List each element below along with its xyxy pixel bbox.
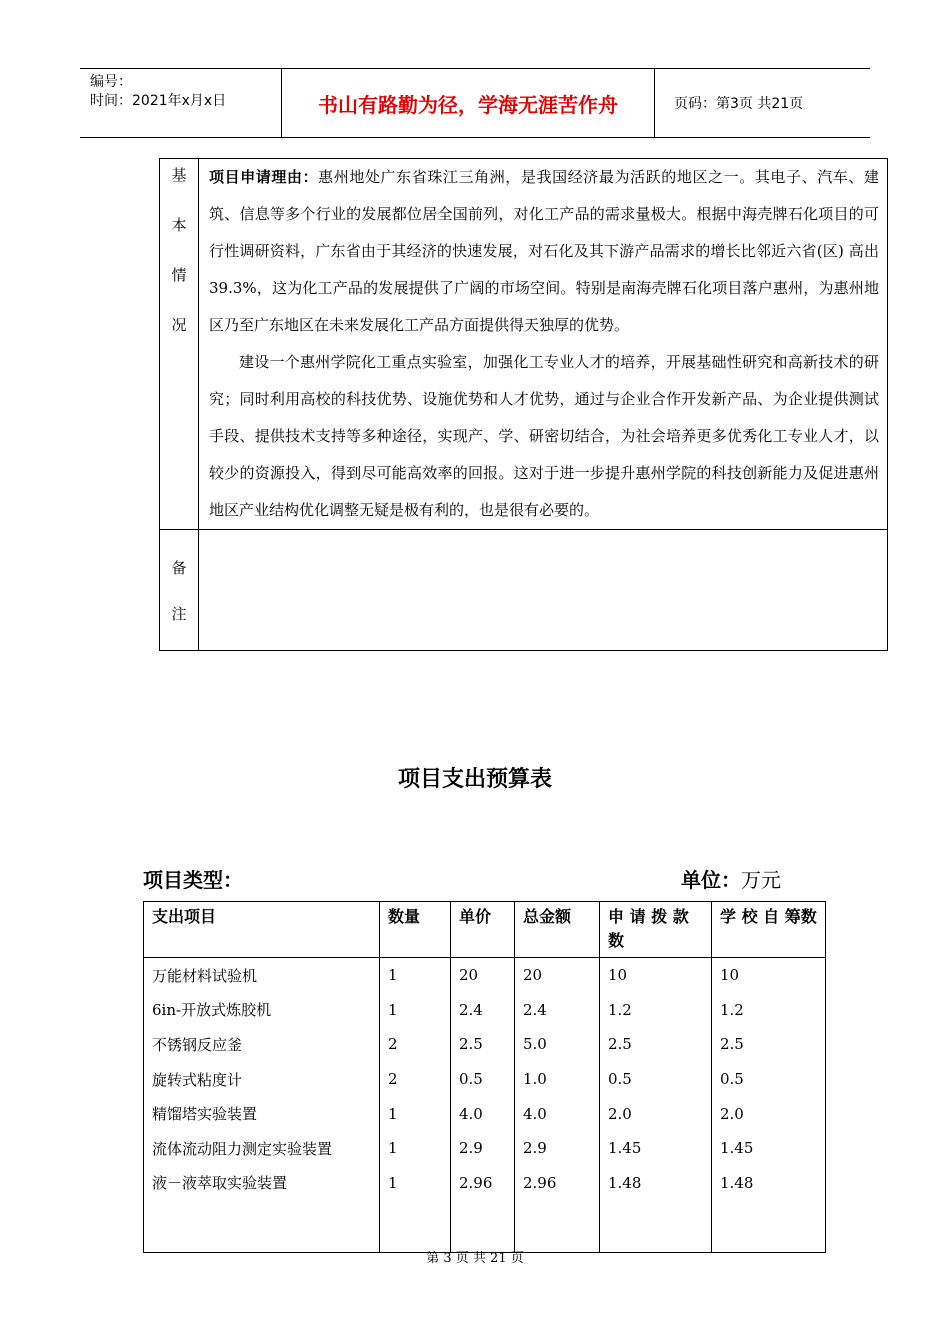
table-row xyxy=(144,1062,826,1097)
unit-value: 万元 xyxy=(741,868,781,892)
remark-label-char: 注 xyxy=(171,605,187,623)
remark-label-cell xyxy=(160,530,199,651)
cell-unit-price: 2.96 xyxy=(451,1166,515,1201)
page-header xyxy=(80,68,870,138)
cell-requested: 2.5 xyxy=(600,1027,712,1062)
reason-title: 项目申请理由： xyxy=(209,168,319,186)
cell-quantity: 1 xyxy=(380,993,451,1028)
basic-label-char: 情 xyxy=(171,266,187,284)
cell-quantity: 1 xyxy=(380,958,451,993)
table-row xyxy=(144,1166,826,1201)
basic-info-row xyxy=(160,159,888,530)
cell-quantity: 1 xyxy=(380,1131,451,1166)
unit-label-text: 单位： xyxy=(681,868,741,892)
cell-unit-price: 20 xyxy=(451,958,515,993)
cell-unit-price: 2.5 xyxy=(451,1027,515,1062)
cell-self-raised: 10 xyxy=(712,958,826,993)
cell-total: 1.0 xyxy=(515,1062,600,1097)
remark-label-char: 备 xyxy=(171,559,187,577)
unit-label xyxy=(681,864,781,893)
cell-item: 不锈钢反应釜 xyxy=(144,1027,380,1062)
reason-paragraph-1 xyxy=(209,159,879,344)
date-label: 时间：2021年x月x日 xyxy=(90,93,227,109)
cell-self-raised: 1.48 xyxy=(712,1166,826,1201)
basic-label-char: 基 xyxy=(171,166,187,184)
cell-total: 4.0 xyxy=(515,1096,600,1131)
col-header-unit-price: 单价 xyxy=(451,902,515,958)
cell-total: 2.4 xyxy=(515,993,600,1028)
basic-info-content xyxy=(199,159,888,530)
cell-item: 旋转式粘度计 xyxy=(144,1062,380,1097)
basic-info-table xyxy=(159,158,888,651)
cell-requested: 1.2 xyxy=(600,993,712,1028)
project-type-label: 项目类型： xyxy=(143,868,243,892)
cell-requested: 1.48 xyxy=(600,1166,712,1201)
cell-self-raised: 2.5 xyxy=(712,1027,826,1062)
cell-self-raised: 2.0 xyxy=(712,1096,826,1131)
header-meta xyxy=(80,69,282,137)
col-header-quantity: 数量 xyxy=(380,902,451,958)
cell-unit-price: 2.9 xyxy=(451,1131,515,1166)
cell-item: 6in-开放式炼胶机 xyxy=(144,993,380,1028)
header-page-info xyxy=(664,69,870,137)
cell-total: 2.96 xyxy=(515,1166,600,1201)
remark-content xyxy=(199,530,888,651)
cell-total: 20 xyxy=(515,958,600,993)
cell-item: 液－液萃取实验装置 xyxy=(144,1166,380,1201)
table-row xyxy=(144,958,826,993)
cell-requested: 2.0 xyxy=(600,1096,712,1131)
page-footer: 第 3 页 共 21 页 xyxy=(426,1251,524,1266)
basic-info-label-cell xyxy=(160,159,199,530)
cell-total: 5.0 xyxy=(515,1027,600,1062)
table-row-empty xyxy=(144,1200,826,1253)
col-header-requested: 申 请 拨 款数 xyxy=(600,902,712,958)
cell-requested: 0.5 xyxy=(600,1062,712,1097)
remark-row xyxy=(160,530,888,651)
basic-label-char: 况 xyxy=(171,316,187,334)
cell-quantity: 1 xyxy=(380,1166,451,1201)
reason-text-1: 惠州地处广东省珠江三角洲，是我国经济最为活跃的地区之一。其电子、汽车、建筑、信息等多个行业的发展都位居全国前列，对化工产品的需求量极大。根据中海壳牌石化项目的可行性调研资料，广东省由于其经济的快速发展，对石化及其下游产品需求的增长比邻近六省(区) 高出39.3%，这为化工产品的发展提供了广阔的市场空间。特别是南海壳牌石化项目落户惠州，为惠州地区乃至广东地区在未来发展化工产品方面提供得天独厚的优势。 xyxy=(209,168,879,334)
cell-requested: 1.45 xyxy=(600,1131,712,1166)
col-header-total: 总金额 xyxy=(515,902,600,958)
reason-paragraph-2: 建设一个惠州学院化工重点实验室，加强化工专业人才的培养，开展基础性研究和高新技术的研究；同时利用高校的科技优势、设施优势和人才优势，通过与企业合作开发新产品、为企业提供测试手段、提供技术支持等多种途径，实现产、学、研密切结合，为社会培养更多优秀化工专业人才，以较少的资源投入，得到尽可能高效率的回报。这对于进一步提升惠州学院的科技创新能力及促进惠州地区产业结构优化调整无疑是极有利的，也是很有必要的。 xyxy=(209,353,879,519)
table-row xyxy=(144,1027,826,1062)
budget-header-row xyxy=(144,902,826,958)
page-info-text: 页码：第3页 共21页 xyxy=(674,96,804,112)
table-row xyxy=(144,1096,826,1131)
code-label: 编号： xyxy=(90,74,132,90)
header-motto: 书山有路勤为径，学海无涯苦作舟 xyxy=(282,69,655,137)
cell-item: 流体流动阻力测定实验装置 xyxy=(144,1131,380,1166)
cell-quantity: 1 xyxy=(380,1096,451,1131)
cell-requested: 10 xyxy=(600,958,712,993)
cell-unit-price: 0.5 xyxy=(451,1062,515,1097)
cell-quantity: 2 xyxy=(380,1027,451,1062)
cell-self-raised: 1.2 xyxy=(712,993,826,1028)
cell-self-raised: 0.5 xyxy=(712,1062,826,1097)
cell-self-raised: 1.45 xyxy=(712,1131,826,1166)
cell-unit-price: 4.0 xyxy=(451,1096,515,1131)
table-row xyxy=(144,993,826,1028)
cell-quantity: 2 xyxy=(380,1062,451,1097)
cell-total: 2.9 xyxy=(515,1131,600,1166)
budget-title: 项目支出预算表 xyxy=(397,767,552,792)
table-row xyxy=(144,1131,826,1166)
budget-table xyxy=(143,901,826,1253)
basic-label-char: 本 xyxy=(171,216,187,234)
col-header-item: 支出项目 xyxy=(144,902,380,958)
cell-item: 万能材料试验机 xyxy=(144,958,380,993)
col-header-self-raised: 学 校 自 筹数 xyxy=(712,902,826,958)
cell-unit-price: 2.4 xyxy=(451,993,515,1028)
cell-item: 精馏塔实验装置 xyxy=(144,1096,380,1131)
